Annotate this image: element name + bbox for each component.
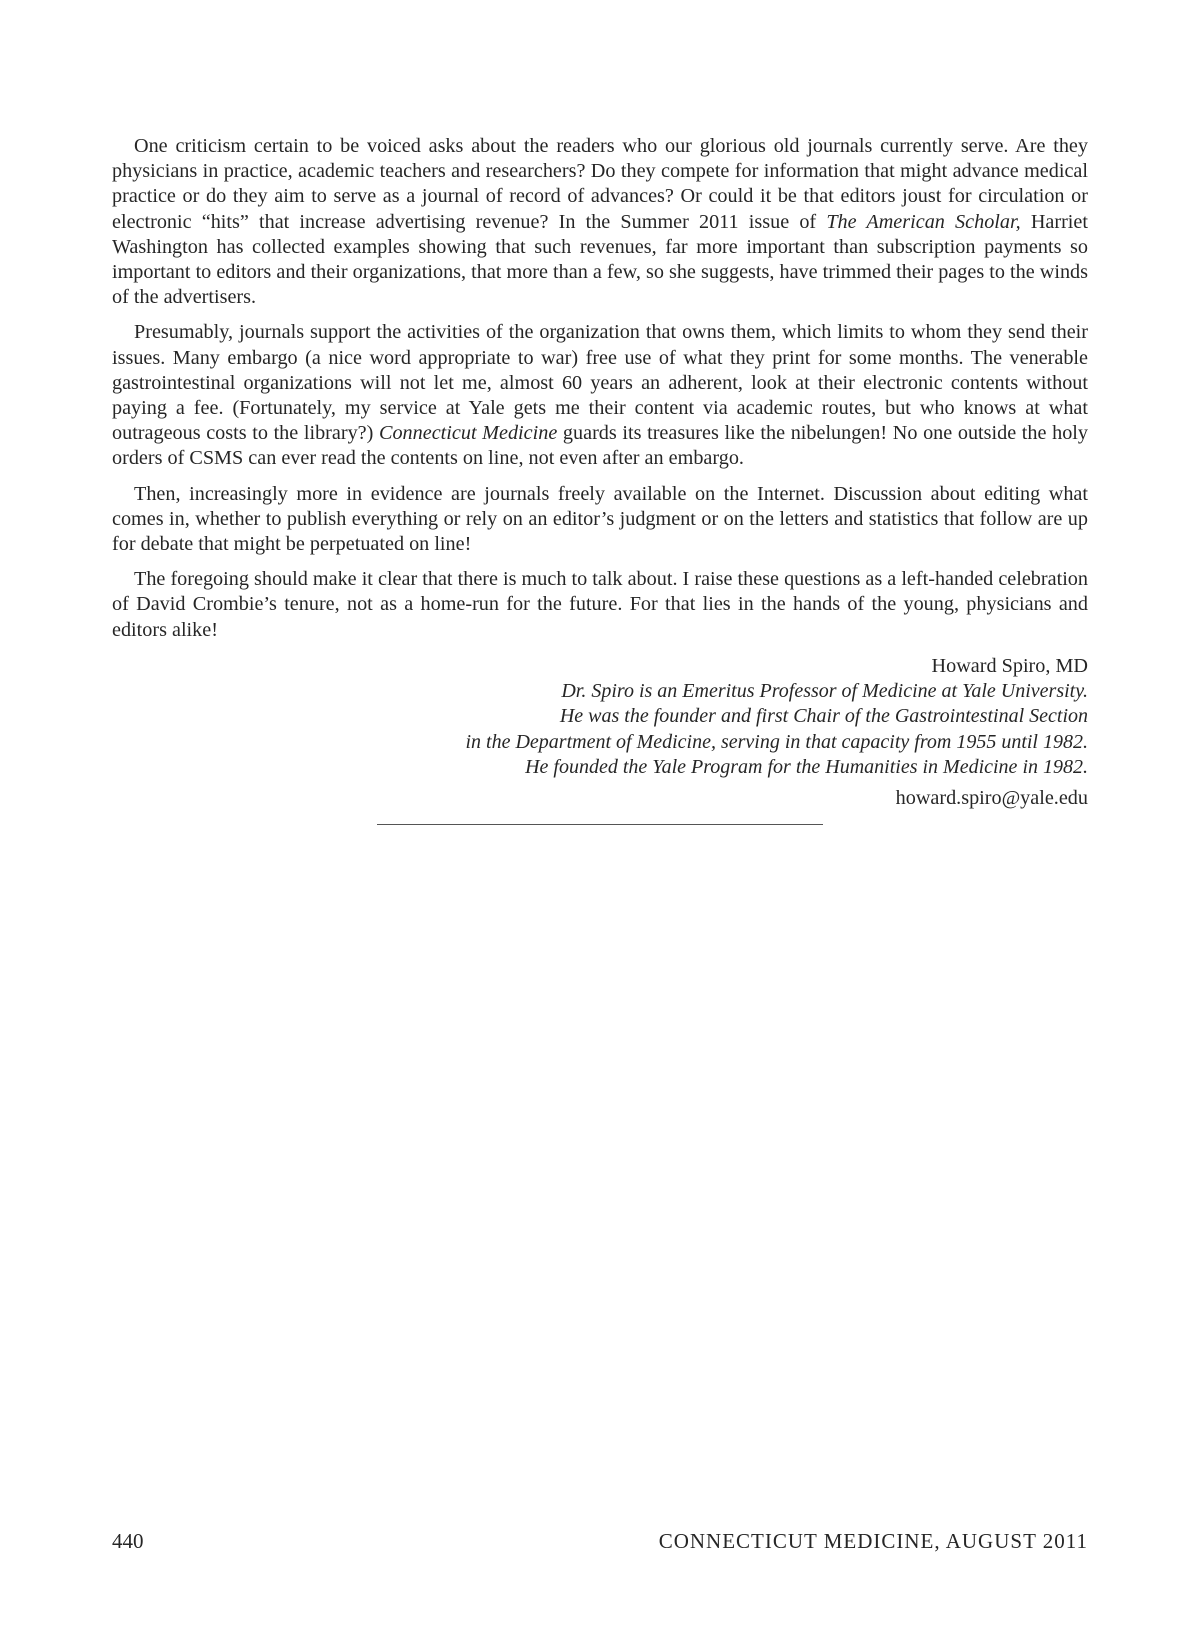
paragraph-text: Presumably, journals support the activities of the organization that owns them, which limits to whom they send their issues. Many embargo (a nice word appropriate to war) free use of what they print for some months. The venerable gastrointestinal organizations will not let me, almost 60 years an adherent, look at their electronic contents without paying a fee. (Fortunately, my service at Yale gets me their content via academic routes, but who knows at what outrageous costs to the library?) (112, 321, 1088, 445)
author-name: Howard Spiro, MD (931, 654, 1088, 677)
author-signature (112, 653, 1088, 811)
page-number: 440 (112, 1529, 144, 1553)
article-paragraph (112, 482, 1088, 558)
author-bio-line: in the Department of Medicine, serving in that capacity from 1955 until 1982. (465, 730, 1088, 753)
author-bio-line: He founded the Yale Program for the Humanities in Medicine in 1982. (525, 756, 1088, 779)
paragraph-text: Then, increasingly more in evidence are journals freely available on the Internet. Discussion about editing what comes in, whether to publish everything or rely on an editor’s judgment or on the letters and statistics that follow are up for debate that might be perpetuated on line! (112, 482, 1088, 556)
article-paragraph (112, 567, 1088, 643)
paragraph-text: Harriet Washington has collected examples showing that such revenues, far more important than subscription payments so important to editors and their organizations, that more than a few, so she suggests, have trimmed their pages to the winds of the advertisers. (112, 210, 1088, 309)
paragraph-text: One criticism certain to be voiced asks about the readers who our glorious old journals currently serve. Are they physicians in practice, academic teachers and researchers? Do they compete for information that might advance medical practice or do they aim to serve as a journal of record of advances? Or could it be that editors joust for circulation or electronic “hits” that increase advertising revenue? In the Summer 2011 issue of (112, 135, 1088, 233)
author-bio (112, 679, 1088, 781)
journal-title-italic: The American Scholar, (826, 210, 1021, 233)
author-bio-line: He was the founder and first Chair of the Gastrointestinal Section (559, 705, 1088, 728)
author-email: howard.spiro@yale.edu (895, 786, 1088, 809)
journal-running-footer: CONNECTICUT MEDICINE, AUGUST 2011 (658, 1529, 1088, 1553)
article-paragraph (112, 320, 1088, 471)
article-paragraph (112, 134, 1088, 310)
journal-title-italic: Connecticut Medicine (379, 422, 558, 445)
section-divider (377, 824, 823, 825)
page-footer (112, 1526, 1088, 1556)
paragraph-text: The foregoing should make it clear that there is much to talk about. I raise these questions as a left-handed celebration of David Crombie’s tenure, not as a home-run for the future. For that lies in the hands of the young, physicians and editors alike! (112, 568, 1088, 641)
paragraph-text: guards its treasures like the nibelungen! No one outside the holy orders of CSMS can ever read the contents on line, not even after an embargo. (112, 422, 1088, 470)
author-bio-line: Dr. Spiro is an Emeritus Professor of Medicine at Yale University. (561, 679, 1088, 702)
article-body (112, 134, 1088, 811)
